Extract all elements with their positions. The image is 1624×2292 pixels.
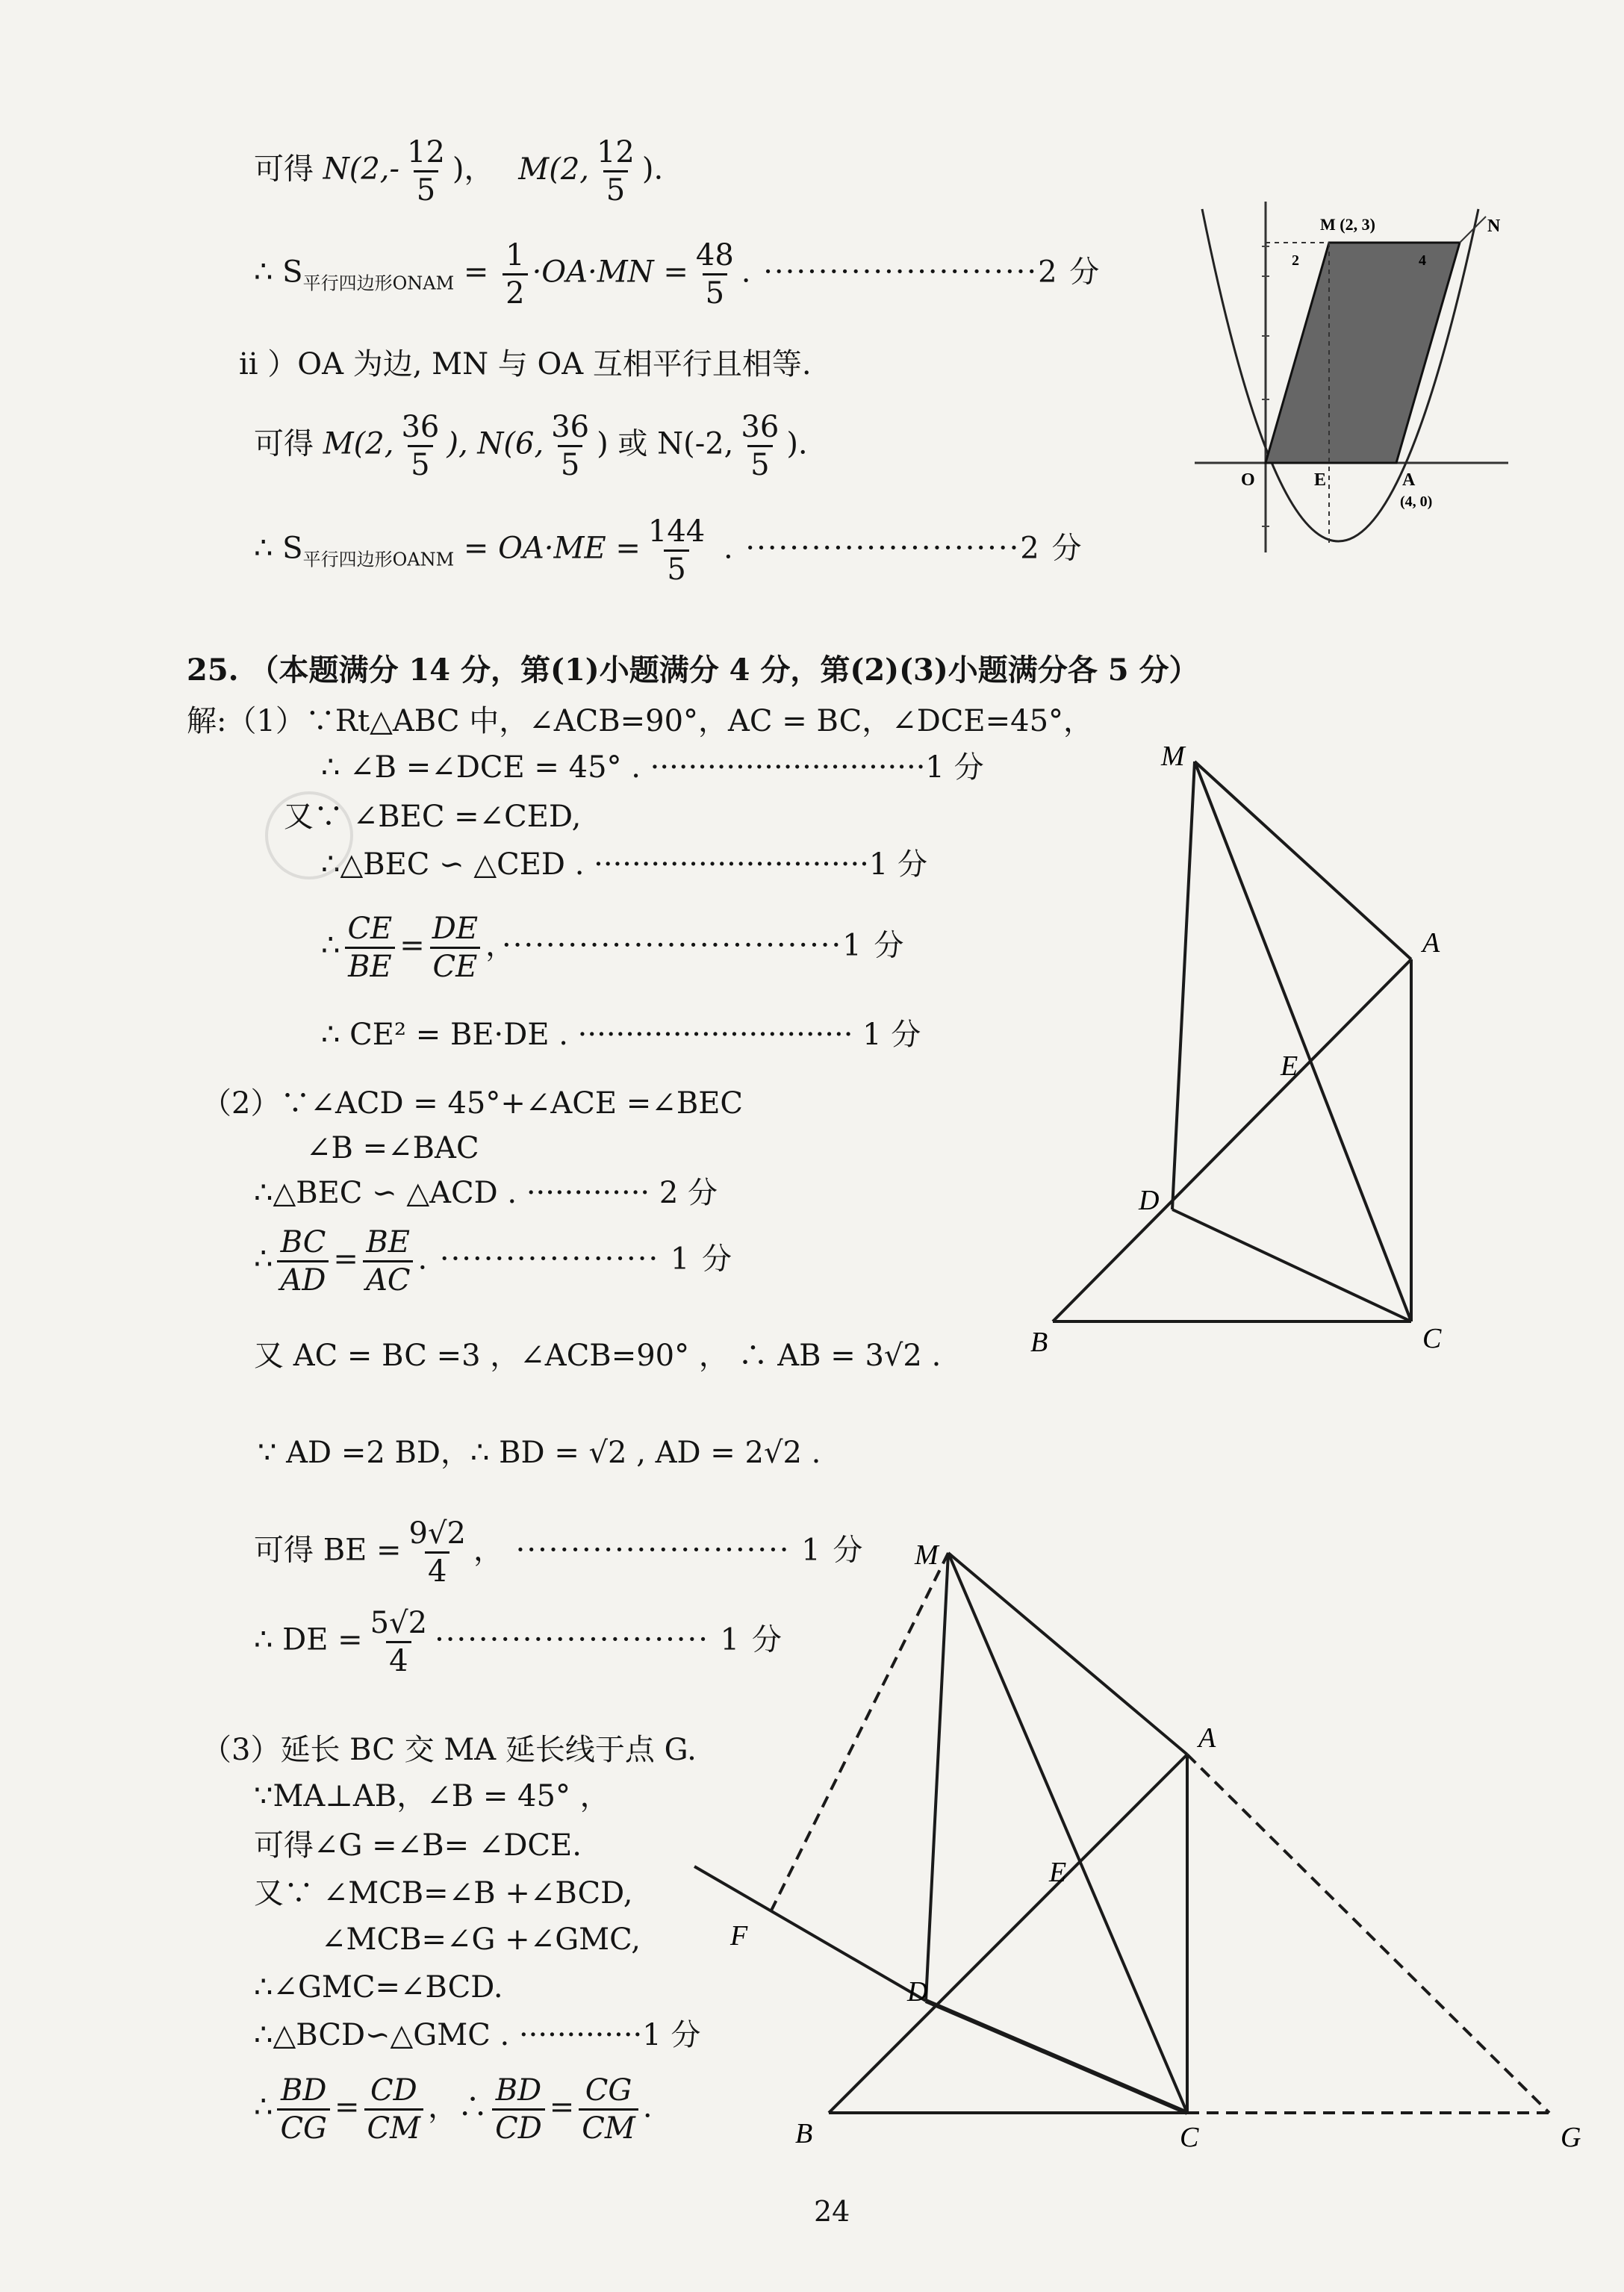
q25-part2-line-3: ∴△BEC ∽ △ACD . ············· 2 分 <box>254 1176 718 1210</box>
q25-part2-line-2: ∠B =∠BAC <box>306 1131 479 1165</box>
q25-part3-line-3: 可得∠G =∠B= ∠DCE. <box>254 1828 582 1863</box>
segment-md <box>1172 762 1195 1209</box>
solution-line-3: ii ）OA 为边, MN 与 OA 互相平行且相等. <box>239 347 812 382</box>
fig2-label-m: M <box>915 1539 939 1571</box>
point-m-label: M (2, 3) <box>1320 215 1375 234</box>
fig1-label-e: E <box>1281 1050 1298 1082</box>
q25-step-4: ∴△BEC ∽ △CED . ·····························1 分 <box>321 847 928 882</box>
q25-part2-line-7: 可得 BE = $\frac{9√2}{4}$ ， ························· 1 分 <box>254 1516 865 1589</box>
segment-ab <box>1053 959 1411 1321</box>
q25-step-1: 解:（1）∵Rt△ABC 中，∠ACB=90°，AC = BC，∠DCE=45°， <box>187 704 1094 738</box>
figure-1 <box>1015 732 1478 1366</box>
page-number: 24 <box>814 2195 850 2228</box>
solution-line-1: 可得 N(2,- $\frac{12}{5}$ )， M(2, $\frac{12}{5}$ ). <box>254 135 664 208</box>
segment-md <box>926 1553 948 2001</box>
q25-step-2: ∴ ∠B =∠DCE = 45° . ·····························1 分 <box>321 750 984 785</box>
q25-part3-line-8: ∴ $\frac{BD}{CG}$ = $\frac{CD}{CM}$ ，∴ $\frac{BD}{CD}$ = $\frac{CG}{CM}$ . <box>254 2073 653 2146</box>
fig1-label-a: A <box>1422 927 1440 959</box>
fig2-label-c: C <box>1180 2122 1199 2153</box>
segment-fd <box>694 1866 926 2001</box>
region-label-4: 4 <box>1419 252 1426 269</box>
point-n-label: N <box>1487 217 1501 236</box>
q25-part3-line-6: ∴∠GMC=∠BCD. <box>254 1970 503 2005</box>
segment-mf-dashed <box>769 1553 948 1915</box>
point-a-label: A <box>1402 470 1416 490</box>
q25-part3-line-5: ∠MCB=∠G +∠GMC, <box>321 1922 641 1957</box>
q25-part3-line-1: （3）延长 BC 交 MA 延长线于点 G. <box>202 1733 697 1767</box>
segment-mc <box>1195 762 1411 1321</box>
q25-part2-line-1: （2）∵∠ACD = 45°+∠ACE =∠BEC <box>202 1086 744 1121</box>
parallelogram-onam <box>1266 243 1460 463</box>
fig2-label-a: A <box>1198 1722 1216 1754</box>
point-e-label: E <box>1314 470 1327 490</box>
solution-line-2: ∴ $S_{平行四边形ONAM}$ = $\frac{1}{2}$ ·OA·MN = $\frac{48}{5}$ . ·························2 分 <box>254 238 1101 311</box>
fig1-label-d: D <box>1139 1185 1160 1216</box>
q25-step-6: ∴ CE² = BE·DE . ····························· 1 分 <box>321 1018 921 1052</box>
stamp-watermark <box>265 791 353 879</box>
q25-part2-line-4: ∴ $\frac{BC}{AD}$ = $\frac{BE}{AC}$ . ···················· 1 分 <box>254 1225 734 1298</box>
parabola-graph <box>1195 202 1508 552</box>
fig1-label-c: C <box>1422 1323 1442 1354</box>
fig2-label-b: B <box>795 2118 813 2149</box>
q25-title: 25. （本题满分 14 分，第(1)小题满分 4 分，第(2)(3)小题满分各 5 分） <box>187 653 1199 688</box>
solution-line-4: 可得 M(2, $\frac{36}{5}$ ), N(6, $\frac{36}{5}$ ) 或 N(-2, $\frac{36}{5}$ ). <box>254 410 808 482</box>
point-a-coord: (4, 0) <box>1400 493 1433 510</box>
q25-part2-line-5: 又 AC = BC =3 ，∠ACB=90° ， ∴ AB = 3√2 . <box>254 1339 942 1373</box>
fig2-label-g: G <box>1561 2122 1581 2153</box>
fig2-label-f: F <box>730 1920 748 1952</box>
q25-step-3: 又∵ ∠BEC =∠CED, <box>284 800 582 834</box>
origin-label: O <box>1241 470 1255 490</box>
fig1-label-b: B <box>1030 1327 1048 1358</box>
fig1-label-m: M <box>1161 741 1185 772</box>
q25-part2-line-8: ∴ DE = $\frac{5√2}{4}$ ························· 1 分 <box>254 1606 783 1678</box>
segment-ab <box>829 1754 1187 2113</box>
q25-part3-line-7: ∴△BCD∽△GMC . ·············1 分 <box>254 2018 701 2052</box>
solution-line-5: ∴ $S_{平行四边形OANM} = OA\cdot ME$ = $\frac{144}{5}$ . ·························2 分 <box>254 514 1083 587</box>
segment-ma <box>1195 762 1411 959</box>
segment-mc <box>948 1553 1187 2113</box>
q25-part3-line-4: 又∵ ∠MCB=∠B +∠BCD, <box>254 1876 633 1910</box>
q25-part2-line-6: ∵ AD =2 BD，∴ BD = √2 , AD = 2√2 . <box>258 1436 821 1470</box>
fig2-label-d: D <box>907 1976 928 2008</box>
segment-ag-dashed <box>1187 1754 1549 2113</box>
q25-step-5: ∴ $\frac{CE}{BE}$ = $\frac{DE}{CE}$ ，·······························1 分 <box>321 912 906 984</box>
figure-2 <box>672 1523 1613 2180</box>
region-label-2: 2 <box>1292 252 1299 269</box>
q25-part3-line-2: ∵MA⊥AB，∠B = 45° ， <box>254 1779 610 1813</box>
segment-ma <box>948 1553 1187 1754</box>
fig2-label-e: E <box>1049 1857 1067 1888</box>
